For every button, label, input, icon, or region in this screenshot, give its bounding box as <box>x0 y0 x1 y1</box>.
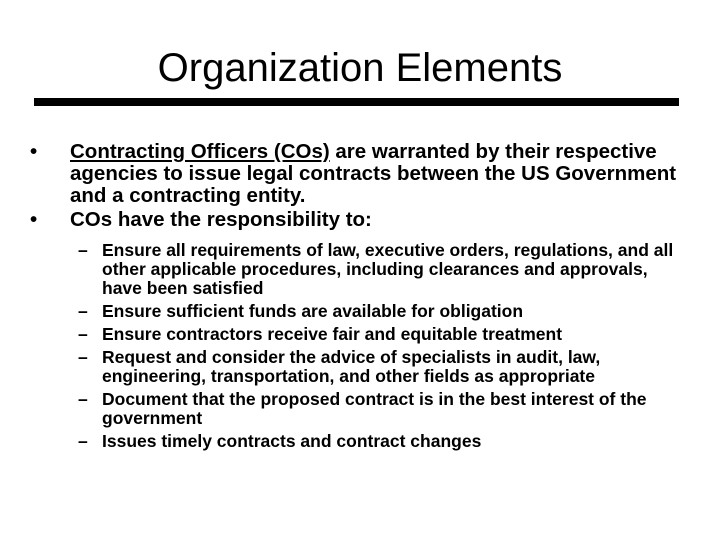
bullet-marker: • <box>30 208 38 231</box>
sub-item-text: Request and consider the advice of specialists in audit, law, engineering, transportation, and other fields as appropriate <box>102 347 601 386</box>
sub-item <box>78 432 692 451</box>
bullet-item <box>30 209 710 231</box>
slide-body <box>30 141 710 455</box>
sub-item-text: Ensure contractors receive fair and equitable treatment <box>102 324 563 344</box>
bullet-marker: • <box>30 140 38 163</box>
dash-marker: – <box>78 347 88 367</box>
sub-item-text: Issues timely contracts and contract changes <box>102 431 482 451</box>
dash-marker: – <box>78 389 88 409</box>
title-divider <box>34 98 679 106</box>
bullet-text: are warranted by their respective agencies to issue legal contracts between the US Government and a contracting entity. <box>70 140 677 207</box>
sub-item <box>78 325 692 344</box>
sub-item <box>78 241 692 298</box>
slide-title: Organization Elements <box>157 46 563 90</box>
sub-item-text: Ensure all requirements of law, executive orders, regulations, and all other applicable procedures, including clearances and approvals, have been satisfied <box>102 240 674 298</box>
dash-marker: – <box>78 431 88 451</box>
dash-marker: – <box>78 240 88 260</box>
dash-marker: – <box>78 324 88 344</box>
sub-item-text: Document that the proposed contract is in the best interest of the government <box>102 389 647 428</box>
underlined-term: Contracting Officers (COs) <box>70 140 330 163</box>
sub-list <box>78 241 710 451</box>
sub-item <box>78 302 692 321</box>
sub-item <box>78 348 692 386</box>
bullet-item <box>30 141 710 207</box>
sub-item <box>78 390 692 428</box>
sub-item-text: Ensure sufficient funds are available for obligation <box>102 301 524 321</box>
bullet-text: COs have the responsibility to: <box>70 208 372 231</box>
dash-marker: – <box>78 301 88 321</box>
